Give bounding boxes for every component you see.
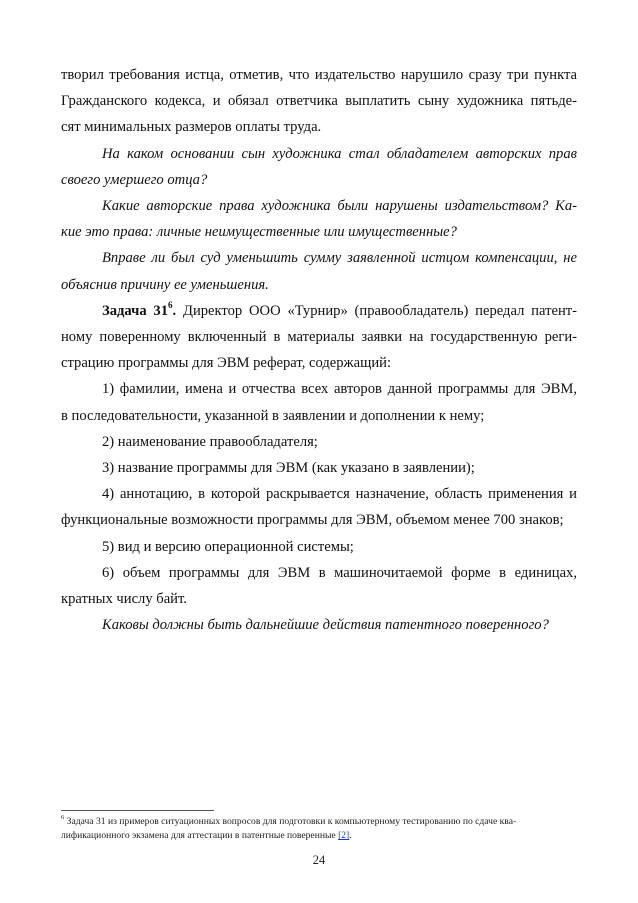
text-line: сят минимальных размеров оплаты труда. <box>61 119 322 136</box>
text-line: творил требования истца, отметив, что издательство нарушило сразу три пункта <box>61 67 577 83</box>
list-item: 4) аннотацию, в которой раскрывается назначение, область применения и <box>102 486 577 503</box>
text-line: Гражданского кодекса, и обязал ответчика выплатить сыну художника пятьде- <box>61 93 577 110</box>
task-heading-line <box>61 298 577 324</box>
footnote <box>61 815 577 829</box>
text-line: страцию программы для ЭВМ реферат, содержащий: <box>61 355 392 372</box>
footnote-marker: 6 <box>168 299 173 310</box>
footnote-end: . <box>349 830 352 841</box>
list-item: 2) наименование правообладателя; <box>102 433 318 450</box>
question-line: Вправе ли был суд уменьшить сумму заявленной истцом компенсации, не <box>102 250 577 267</box>
task-text: Директор ООО «Турнир» (правообладатель) передал патент- <box>176 302 577 319</box>
list-item-continuation: кратных числу байт. <box>61 591 187 607</box>
text-line: ному поверенному включенный в материалы заявки на государственную реги- <box>61 329 577 345</box>
question-line: На каком основании сын художника стал обладателем авторских прав <box>102 145 577 162</box>
list-item: 1) фамилии, имена и отчества всех авторов данной программы для ЭВМ, <box>102 381 577 398</box>
footnote-text: лификационного экзамена для аттестации в патентные поверенные <box>61 830 339 841</box>
question-line: своего умершего отца? <box>61 171 208 188</box>
list-item: 5) вид и версию операционной системы; <box>102 538 354 555</box>
list-item: 6) объем программы для ЭВМ в машиночитаемой форме в единицах, <box>102 564 577 581</box>
reference-link[interactable]: [2] <box>338 830 350 841</box>
question-line: кие это права: личные неимущественные или имущественные? <box>61 224 457 241</box>
footnote-text: Задача 31 из примеров ситуационных вопросов для подготовки к компьютерному тестированию по сдаче ква- <box>64 816 517 827</box>
list-item: 3) название программы для ЭВМ (как указано в заявлении); <box>102 460 475 476</box>
question-line: Каковы должны быть дальнейшие действия патентного поверенного? <box>102 617 549 634</box>
page-number: 24 <box>312 853 326 867</box>
question-line: объяснив причину ее уменьшения. <box>61 276 269 293</box>
task-title-dot: . <box>172 302 177 319</box>
task-title: Задача 31 <box>102 302 169 319</box>
footnote-continuation <box>61 829 577 843</box>
footnote-number: 6 <box>61 813 65 821</box>
list-item-continuation: в последовательности, указанной в заявлении и дополнении к нему; <box>61 407 485 424</box>
question-line: Какие авторские права художника были нарушены издательством? Ка- <box>102 198 577 214</box>
footnote-separator <box>61 810 214 811</box>
list-item-continuation: функциональные возможности программы для ЭВМ, объемом менее 700 знаков; <box>61 512 564 529</box>
